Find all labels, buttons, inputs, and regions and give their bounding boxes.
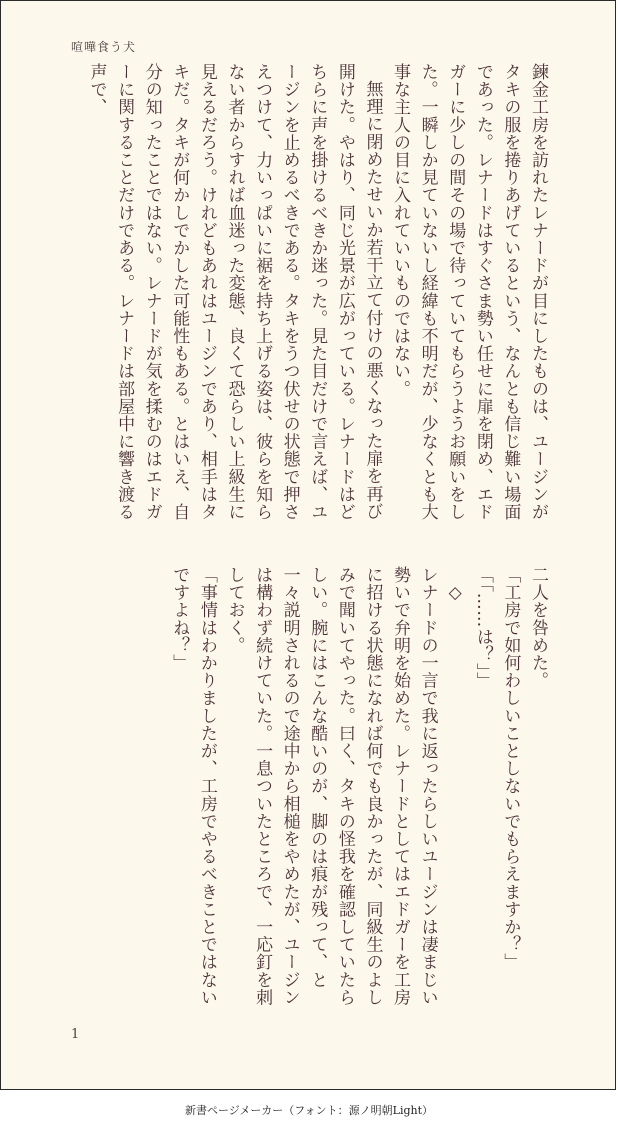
scene-break-symbol: ◇	[445, 583, 466, 604]
lower-text-column	[61, 566, 551, 1006]
paragraph: 無理に閉めたせいか若干立て付けの悪くなった扉を再び開けた。やはり、同じ光景が広がっている。レナードはどちらに声を掛けるべきか迷った。見た目だけで言えば、ユージンを止めるべきである。タキをうつ伏せの状態で押さえつけて、力いっぱいに裾を持ち上げる姿は、彼らを知らない者からすれば血迷った変態、良くて恐らしい上級生に見えるだろう。けれどもあれはユージンであり、相手はタキだ。タキが何かしでかした可能性もある。とはいえ、自分の知ったことではない。レナードが気を揉むのはエドガーに関することだけである。レナードは部屋中に響き渡る声で、	[86, 63, 383, 521]
page-number: 1	[71, 1027, 80, 1042]
dialogue-line: 「「……は？」」	[472, 566, 493, 690]
dialogue-line: 「工房で如何わしいことしないでもらえますか？」	[500, 566, 521, 971]
paragraph: 鍊金工房を訪れたレナードが目にしたものは、ユージンがタキの服を捲りあげているという、なんとも信じ難い場面であった。レナードはすぐさま勢い任せに扉を閉め、エドガーに少しの間その場で待っていてもらうようお願いをした。一瞬しか見ていないし経緯も不明だが、少なくとも大事な主人の目に入れていいものではない。	[390, 63, 548, 521]
upper-text-column	[61, 63, 551, 533]
paragraph: レナードの一言で我に返ったらしいユージンは凄まじい勢いで弁明を始めた。レナードとしてはエドガーを工房に招ける状態になれば何でも良かったが、同級生のよしみで聞いてやった。曰く、タキの怪我を確認していたらしい。腕にはこんな酷いのが、脚のは痕が残って、と一々説明されるので途中から相槌をやめたが、ユージンは構わず続けていた。一息ついたところで、一応釘を刺しておく。	[224, 566, 438, 1006]
generator-caption: 新書ページメーカー（フォント：源ノ明朝Light）	[184, 1104, 434, 1117]
running-head-title: 喧嘩食う犬	[71, 40, 137, 54]
dialogue-line: 「事情はわかりましたが、工房でやるべきことではないですよね？」	[169, 566, 217, 1006]
paragraph: 二人を咎めた。	[528, 566, 548, 690]
